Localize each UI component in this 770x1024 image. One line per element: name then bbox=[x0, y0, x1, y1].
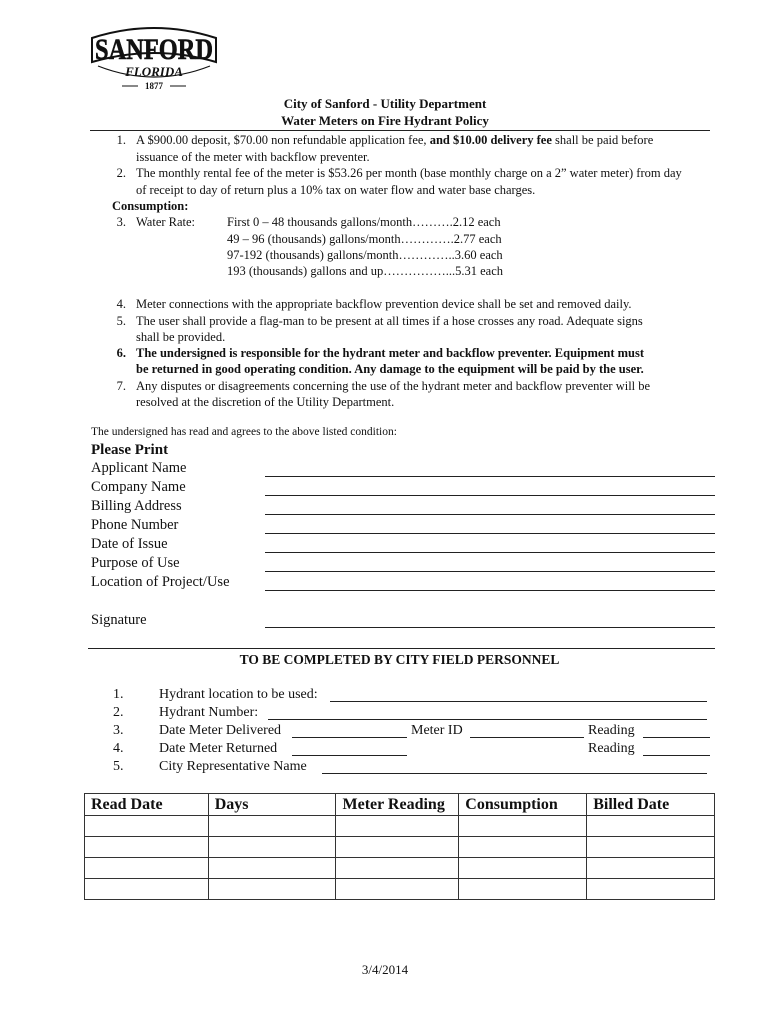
personnel-num-3: 3. bbox=[113, 723, 124, 738]
personnel-num-4: 4. bbox=[113, 741, 124, 756]
date-delivered-line[interactable] bbox=[292, 737, 407, 738]
date-returned-line[interactable] bbox=[292, 755, 407, 756]
applicant-name-line[interactable] bbox=[265, 476, 715, 477]
project-location-line[interactable] bbox=[265, 590, 715, 591]
logo-year: 1877 bbox=[145, 81, 163, 91]
personnel-heading: TO BE COMPLETED BY CITY FIELD PERSONNEL bbox=[239, 652, 560, 667]
col-consumption: Consumption bbox=[459, 794, 587, 816]
hydrant-number-line[interactable] bbox=[268, 719, 707, 720]
table-cell[interactable] bbox=[336, 837, 459, 858]
policy-item-6-cont: be returned in good operating condition. Any damage to the equipment will be paid by the user. bbox=[136, 362, 644, 376]
table-cell[interactable] bbox=[336, 879, 459, 900]
billing-address-line[interactable] bbox=[265, 514, 715, 515]
table-row bbox=[85, 816, 715, 837]
billing-address-label: Billing Address bbox=[91, 498, 182, 514]
policy-title: Water Meters on Fire Hydrant Policy bbox=[281, 113, 489, 128]
col-read-date: Read Date bbox=[85, 794, 209, 816]
table-cell[interactable] bbox=[85, 837, 209, 858]
reading-2-line[interactable] bbox=[643, 755, 710, 756]
table-cell[interactable] bbox=[459, 879, 587, 900]
purpose-of-use-label: Purpose of Use bbox=[91, 555, 180, 571]
personnel-num-5: 5. bbox=[113, 759, 124, 774]
city-of-sanford-logo bbox=[84, 16, 224, 94]
hydrant-location-line[interactable] bbox=[330, 701, 707, 702]
department-title: City of Sanford - Utility Department bbox=[283, 96, 487, 111]
consumption-heading: Consumption: bbox=[112, 199, 189, 213]
meter-id-label: Meter ID bbox=[411, 723, 463, 738]
table-cell[interactable] bbox=[587, 879, 715, 900]
meter-reading-table bbox=[84, 793, 715, 900]
table-cell[interactable] bbox=[85, 858, 209, 879]
personnel-divider bbox=[88, 648, 715, 649]
table-cell[interactable] bbox=[459, 858, 587, 879]
applicant-name-label: Applicant Name bbox=[91, 460, 187, 476]
table-cell[interactable] bbox=[587, 858, 715, 879]
logo-state: FLORIDA bbox=[125, 64, 183, 79]
table-cell[interactable] bbox=[85, 879, 209, 900]
rate-tier-3: 97-192 (thousands) gallons/month…………..3.60 each bbox=[227, 248, 503, 262]
table-header-row bbox=[85, 794, 715, 816]
policy-item-1-cont: issuance of the meter with backflow preventer. bbox=[136, 150, 370, 164]
footer-date: 3/4/2014 bbox=[361, 962, 409, 977]
table-cell[interactable] bbox=[208, 858, 336, 879]
table-row bbox=[85, 879, 715, 900]
signature-label: Signature bbox=[91, 612, 147, 628]
date-of-issue-label: Date of Issue bbox=[91, 536, 168, 552]
table-row bbox=[85, 837, 715, 858]
reading-1-label: Reading bbox=[588, 723, 635, 738]
col-days: Days bbox=[208, 794, 336, 816]
table-row bbox=[85, 858, 715, 879]
city-representative-line[interactable] bbox=[322, 773, 707, 774]
rate-tier-4: 193 (thousands) gallons and up……………...5.31 each bbox=[227, 264, 504, 278]
please-print-heading: Please Print bbox=[91, 442, 169, 458]
personnel-num-1: 1. bbox=[113, 687, 124, 702]
policy-item-7-cont: resolved at the discretion of the Utility Department. bbox=[136, 395, 395, 409]
project-location-label: Location of Project/Use bbox=[91, 574, 230, 590]
date-delivered-label: Date Meter Delivered bbox=[159, 723, 282, 738]
policy-item-5-cont: shall be provided. bbox=[136, 330, 226, 344]
date-returned-label: Date Meter Returned bbox=[159, 741, 278, 756]
hydrant-location-label: Hydrant location to be used: bbox=[159, 687, 318, 702]
table-cell[interactable] bbox=[587, 837, 715, 858]
company-name-line[interactable] bbox=[265, 495, 715, 496]
reading-2-label: Reading bbox=[588, 741, 635, 756]
date-of-issue-line[interactable] bbox=[265, 552, 715, 553]
table-cell[interactable] bbox=[208, 837, 336, 858]
table-cell[interactable] bbox=[336, 858, 459, 879]
col-billed-date: Billed Date bbox=[587, 794, 715, 816]
rate-tier-1: First 0 – 48 thousands gallons/month……….2.12 each bbox=[227, 215, 501, 229]
table-cell[interactable] bbox=[336, 816, 459, 837]
table-cell[interactable] bbox=[587, 816, 715, 837]
table-cell[interactable] bbox=[85, 816, 209, 837]
hydrant-number-label: Hydrant Number: bbox=[159, 705, 259, 720]
reading-1-line[interactable] bbox=[643, 737, 710, 738]
city-representative-label: City Representative Name bbox=[159, 759, 307, 774]
table-cell[interactable] bbox=[208, 816, 336, 837]
signature-line[interactable] bbox=[265, 627, 715, 628]
header-divider bbox=[90, 130, 710, 131]
table-cell[interactable] bbox=[208, 879, 336, 900]
agreement-statement: The undersigned has read and agrees to the above listed condition: bbox=[91, 426, 397, 438]
company-name-label: Company Name bbox=[91, 479, 186, 495]
table-cell[interactable] bbox=[459, 837, 587, 858]
policy-item-2-cont: of receipt to day of return plus a 10% tax on water flow and water base charges. bbox=[136, 183, 536, 197]
purpose-of-use-line[interactable] bbox=[265, 571, 715, 572]
table-cell[interactable] bbox=[459, 816, 587, 837]
rate-tier-2: 49 – 96 (thousands) gallons/month………….2.77 each bbox=[227, 232, 502, 246]
personnel-num-2: 2. bbox=[113, 705, 124, 720]
col-meter-reading: Meter Reading bbox=[336, 794, 459, 816]
phone-number-line[interactable] bbox=[265, 533, 715, 534]
logo-name: SANFORD bbox=[95, 33, 213, 66]
phone-number-label: Phone Number bbox=[91, 517, 179, 533]
meter-id-line[interactable] bbox=[470, 737, 584, 738]
